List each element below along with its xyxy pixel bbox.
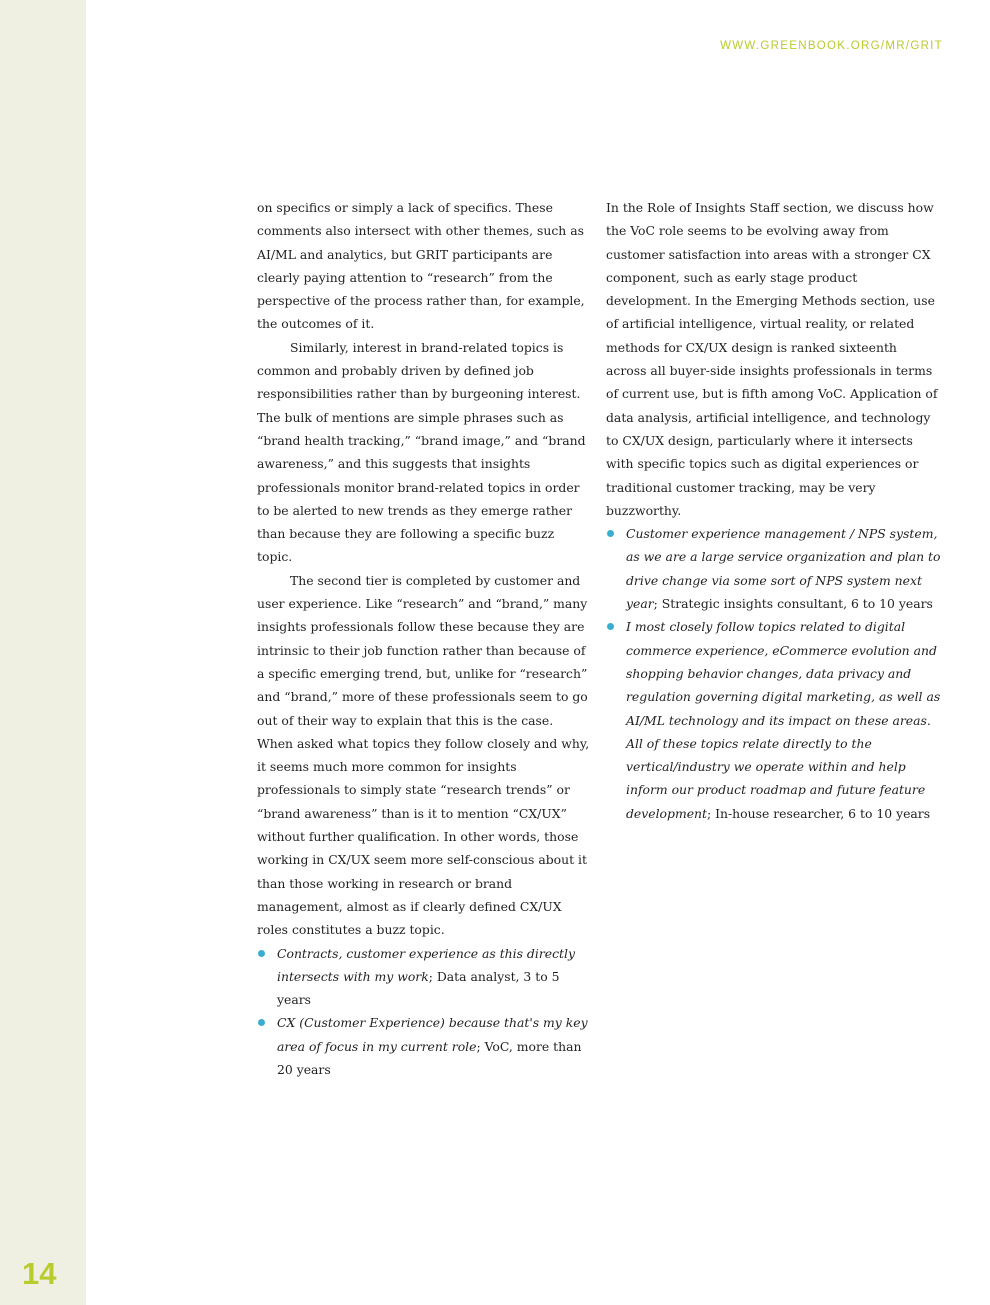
quote-attribution: ; VoC, more than 20 years — [277, 1038, 582, 1077]
left-paragraph-1: on specifics or simply a lack of specifics. These comments also intersect with other themes, such as AI/ML and analytics, but GRIT participants are clearly paying attention to “research” from the perspective of the process rather than, for example, the outcomes of it. — [257, 200, 585, 332]
list-item — [257, 942, 590, 1012]
quote-attribution: ; Strategic insights consultant, 6 to 10 years — [653, 596, 933, 612]
list-item — [606, 522, 941, 615]
list-item — [606, 615, 941, 825]
right-column — [606, 196, 941, 825]
list-item — [257, 1011, 590, 1081]
site-url[interactable]: WWW.GREENBOOK.ORG/MR/GRIT — [720, 40, 943, 52]
quote-attribution: ; Data analyst, 3 to 5 years — [277, 968, 560, 1008]
quote-text: Contracts, customer experience as this directly intersects with my work — [277, 945, 575, 984]
left-paragraph-2: Similarly, interest in brand-related topics is common and probably driven by defined job responsibilities rather than by burgeoning interest. The bulk of mentions are simple phrases such as “brand health tracking,” “brand image,” and “brand awareness,” and this suggests that insights professionals monitor brand-related topics in order to be alerted to new trends as they emerge rather than because they are following a specific buzz topic. — [257, 339, 586, 565]
bullet-dot-icon — [607, 530, 614, 537]
bullet-dot-icon — [258, 950, 265, 957]
page-number: 14 — [22, 1256, 57, 1291]
left-paragraph-3: The second tier is completed by customer and user experience. Like “research” and “brand,” many insights professionals follow these because they are intrinsic to their job function rather than because of a specific emerging trend, but, unlike for “research” and “brand,” more of these professionals seem to go out of their way to explain that this is the case. When asked what topics they follow closely and why, it seems much more common for insights professionals to simply state “research trends” or “brand awareness” than is it to mention “CX/UX” without further qualification. In other words, those working in CX/UX seem more self-conscious about it than those working in research or brand management, almost as if clearly defined CX/UX roles constitutes a buzz topic. — [257, 572, 590, 938]
bullet-dot-icon — [607, 623, 614, 630]
quote-text: Customer experience management / NPS system, as we are a large service organization and plan to drive change via some sort of NPS system next year — [626, 526, 941, 612]
quote-text: CX (Customer Experience) because that's my key area of focus in my current role — [277, 1015, 588, 1054]
bullet-dot-icon — [258, 1019, 265, 1026]
right-quote-list — [606, 522, 941, 825]
left-column — [257, 196, 590, 1081]
right-paragraph-1: In the Role of Insights Staff section, we discuss how the VoC role seems to be evolving away from customer satisfaction into areas with a stronger CX component, such as early stage product development. In the Emerging Methods section, use of artificial intelligence, virtual reality, or related methods for CX/UX design is ranked sixteenth across all buyer-side insights professionals in terms of current use, but is fifth among VoC. Application of data analysis, artificial intelligence, and technology to CX/UX design, particularly where it intersects with specific topics such as digital experiences or traditional customer tracking, may be very buzzworthy. — [606, 200, 938, 518]
quote-text: I most closely follow topics related to digital commerce experience, eCommerce evolution and shopping behavior changes, data privacy and regulation governing digital marketing, as well as AI/ML technology and its impact on these areas. All of these topics relate directly to the vertical/industry we operate within and help inform our product roadmap and future feature development — [626, 619, 941, 821]
page-sidebar — [0, 0, 86, 1305]
left-quote-list — [257, 942, 590, 1082]
quote-attribution: ; In-house researcher, 6 to 10 years — [707, 805, 931, 821]
